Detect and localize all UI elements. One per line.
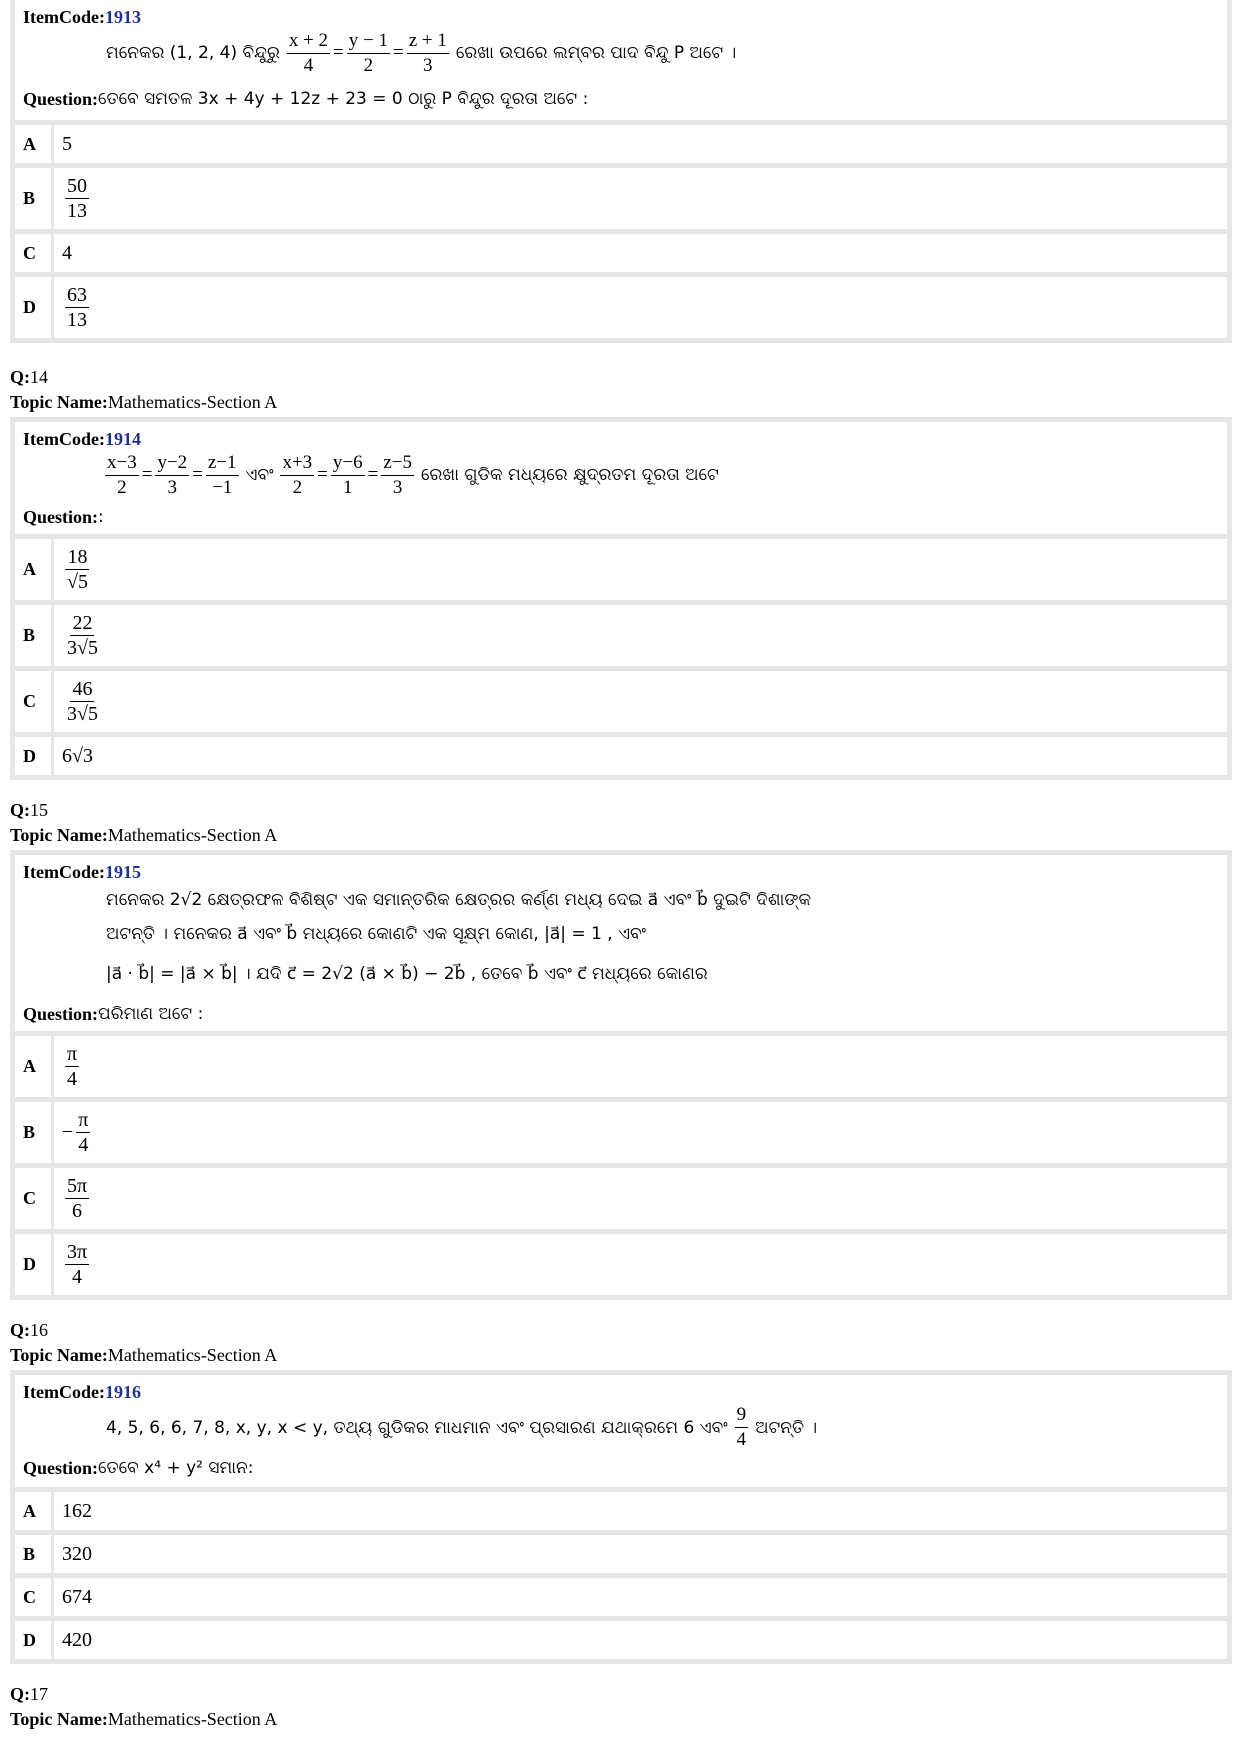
option-d[interactable]: D 6√3 [15, 732, 1227, 775]
option-a[interactable]: A 162 [15, 1487, 1227, 1530]
question-text: ତେବେ ସମତଳ 3x + 4y + 12z + 23 = 0 ଠାରୁ P ବିନ୍ଦୁର ଦୂରତା ଅଟେ : [98, 89, 589, 109]
question-stem-line-3: |a⃗ · b⃗| = |a⃗ × b⃗| । ଯଦି c⃗ = 2√2 (a⃗ × b⃗) − 2b⃗ , ତେବେ b⃗ ଏବଂ c⃗ ମଧ୍ୟରେ କୋଣର [106, 964, 708, 984]
question-number: 16 [30, 1320, 48, 1340]
item-code: ItemCode:1914 [23, 429, 141, 449]
option-d[interactable]: D $\frac{3\pi}{4}$ [15, 1229, 1227, 1295]
option-b[interactable]: B − $\frac{\pi}{4}$ [15, 1097, 1227, 1163]
option-c[interactable]: C $\frac{5\pi}{6}$ [15, 1163, 1227, 1229]
option-a[interactable]: A $\frac{18}{√5}$ [15, 534, 1227, 600]
stem-prefix: ମନେକର (1, 2, 4) ବିନ୍ଦୁରୁ [106, 43, 280, 63]
option-letter: D [15, 277, 54, 338]
item-code-value: 1914 [104, 429, 141, 449]
topic-name: Mathematics-Section A [107, 825, 278, 845]
question-stem: 4, 5, 6, 6, 7, 8, x, y, x < y, ତଥ୍ୟ ଗୁଡିକର ମାଧମାନ ଏବଂ ପ୍ରସାରଣ ଯଥାକ୍ରମେ 6 ଏବଂ $\frac{9}{4}$ ଅଟନ୍ତି । [106, 1404, 818, 1450]
question-header-17: Q:17 Topic Name:Mathematics-Section A [10, 1684, 278, 1729]
option-d[interactable]: D 420 [15, 1616, 1227, 1659]
question-stem-line-2: ଅଟନ୍ତି । ମନେକର a⃗ ଏବଂ b⃗ ମଧ୍ୟରେ କୋଣଟି ଏକ ସୂକ୍ଷ୍ମ କୋଣ, |a⃗| = 1 , ଏବଂ [106, 924, 647, 944]
question-number: 15 [30, 800, 48, 820]
option-b[interactable]: B $\frac{22}{3√5}$ [15, 600, 1227, 666]
question-line: Question: ତେବେ ସମତଳ 3x + 4y + 12z + 23 = 0 ଠାରୁ P ବିନ୍ଦୁର ଦୂରତା ଅଟେ : [23, 88, 589, 109]
option-d[interactable] [15, 272, 1227, 338]
option-value: 4 [62, 241, 72, 264]
option-b[interactable]: B 320 [15, 1530, 1227, 1573]
option-letter: A [15, 125, 54, 163]
topic-name: Mathematics-Section A [107, 1345, 278, 1365]
question-number: 17 [30, 1684, 48, 1704]
question-stem: $\frac{x-3}{2}$ = $\frac{y-2}{3}$ = $\frac{z-1}{-1}$ ଏବଂ $\frac{x+3}{2}$ = $\frac{y-6}{1}$ = $\frac{z-5}{3}$ ରେଖା ଗୁଡିକ ମଧ୍ୟରେ କ୍ଷୁଦ୍ରତମ ଦୂରତା ଅଟେ [107, 451, 719, 498]
option-c[interactable]: C 674 [15, 1573, 1227, 1616]
option-a[interactable] [15, 120, 1227, 163]
topic-name: Mathematics-Section A [107, 392, 278, 412]
option-letter: C [15, 234, 54, 272]
item-code: ItemCode:1913 [23, 7, 141, 27]
option-value: 5 [62, 132, 72, 155]
question-header-15: Q:15 Topic Name:Mathematics-Section A [10, 800, 278, 845]
item-code: ItemCode:1915 [23, 862, 141, 882]
option-fraction: $\frac{50}{13}$ [67, 175, 87, 222]
question-line: Question: : [23, 506, 104, 527]
question-card-1916 [10, 1370, 1232, 1664]
option-b[interactable] [15, 163, 1227, 229]
stem-suffix: ରେଖା ଉପରେ ଲମ୍ବର ପାଦ ବିନ୍ଦୁ P ଅଟେ । [455, 43, 737, 63]
question-line: Question: ତେବେ x⁴ + y² ସମାନ: [23, 1457, 254, 1478]
fraction: $\frac{y - 1}{2}$ [348, 29, 388, 76]
item-code-value: 1913 [104, 7, 141, 27]
question-card-1913 [10, 0, 1232, 343]
item-code-value: 1916 [104, 1382, 141, 1402]
topic-name: Mathematics-Section A [107, 1709, 278, 1729]
question-stem: ମନେକର (1, 2, 4) ବିନ୍ଦୁରୁ $\frac{x + 2}{4}$ = $\frac{y - 1}{2}$ = $\frac{z + 1}{3}$ ରେଖା ଉପରେ ଲମ୍ବର ପାଦ ବିନ୍ଦୁ P ଅଟେ । [106, 29, 737, 76]
fraction: $\frac{x + 2}{4}$ [288, 29, 329, 76]
question-header-16: Q:16 Topic Name:Mathematics-Section A [10, 1320, 278, 1365]
item-code-value: 1915 [104, 862, 141, 882]
item-code: ItemCode:1916 [23, 1382, 141, 1402]
option-a[interactable]: A $\frac{\pi}{4}$ [15, 1031, 1227, 1097]
fraction: $\frac{z + 1}{3}$ [408, 29, 447, 76]
option-c[interactable]: C $\frac{46}{3√5}$ [15, 666, 1227, 732]
option-c[interactable] [15, 229, 1227, 272]
question-paper [10, 0, 1232, 1732]
question-line: Question: ପରିମାଣ ଅଟେ : [23, 1003, 204, 1024]
option-fraction: $\frac{63}{13}$ [67, 284, 87, 331]
question-number: 14 [30, 367, 48, 387]
option-letter: B [15, 168, 54, 229]
question-card-1915 [10, 850, 1232, 1300]
question-card-1914 [10, 417, 1232, 780]
question-header-14: Q:14 Topic Name:Mathematics-Section A [10, 367, 278, 412]
question-stem-line-1: ମନେକର 2√2 କ୍ଷେତ୍ରଫଳ ବିଶିଷ୍ଟ ଏକ ସମାନ୍ତରିକ କ୍ଷେତ୍ରର କର୍ଣ୍ଣ ମଧ୍ୟ ଦେଇ a⃗ ଏବଂ b⃗ ଦୁଇଟି ଦିଶାଙ୍କ [106, 890, 812, 910]
